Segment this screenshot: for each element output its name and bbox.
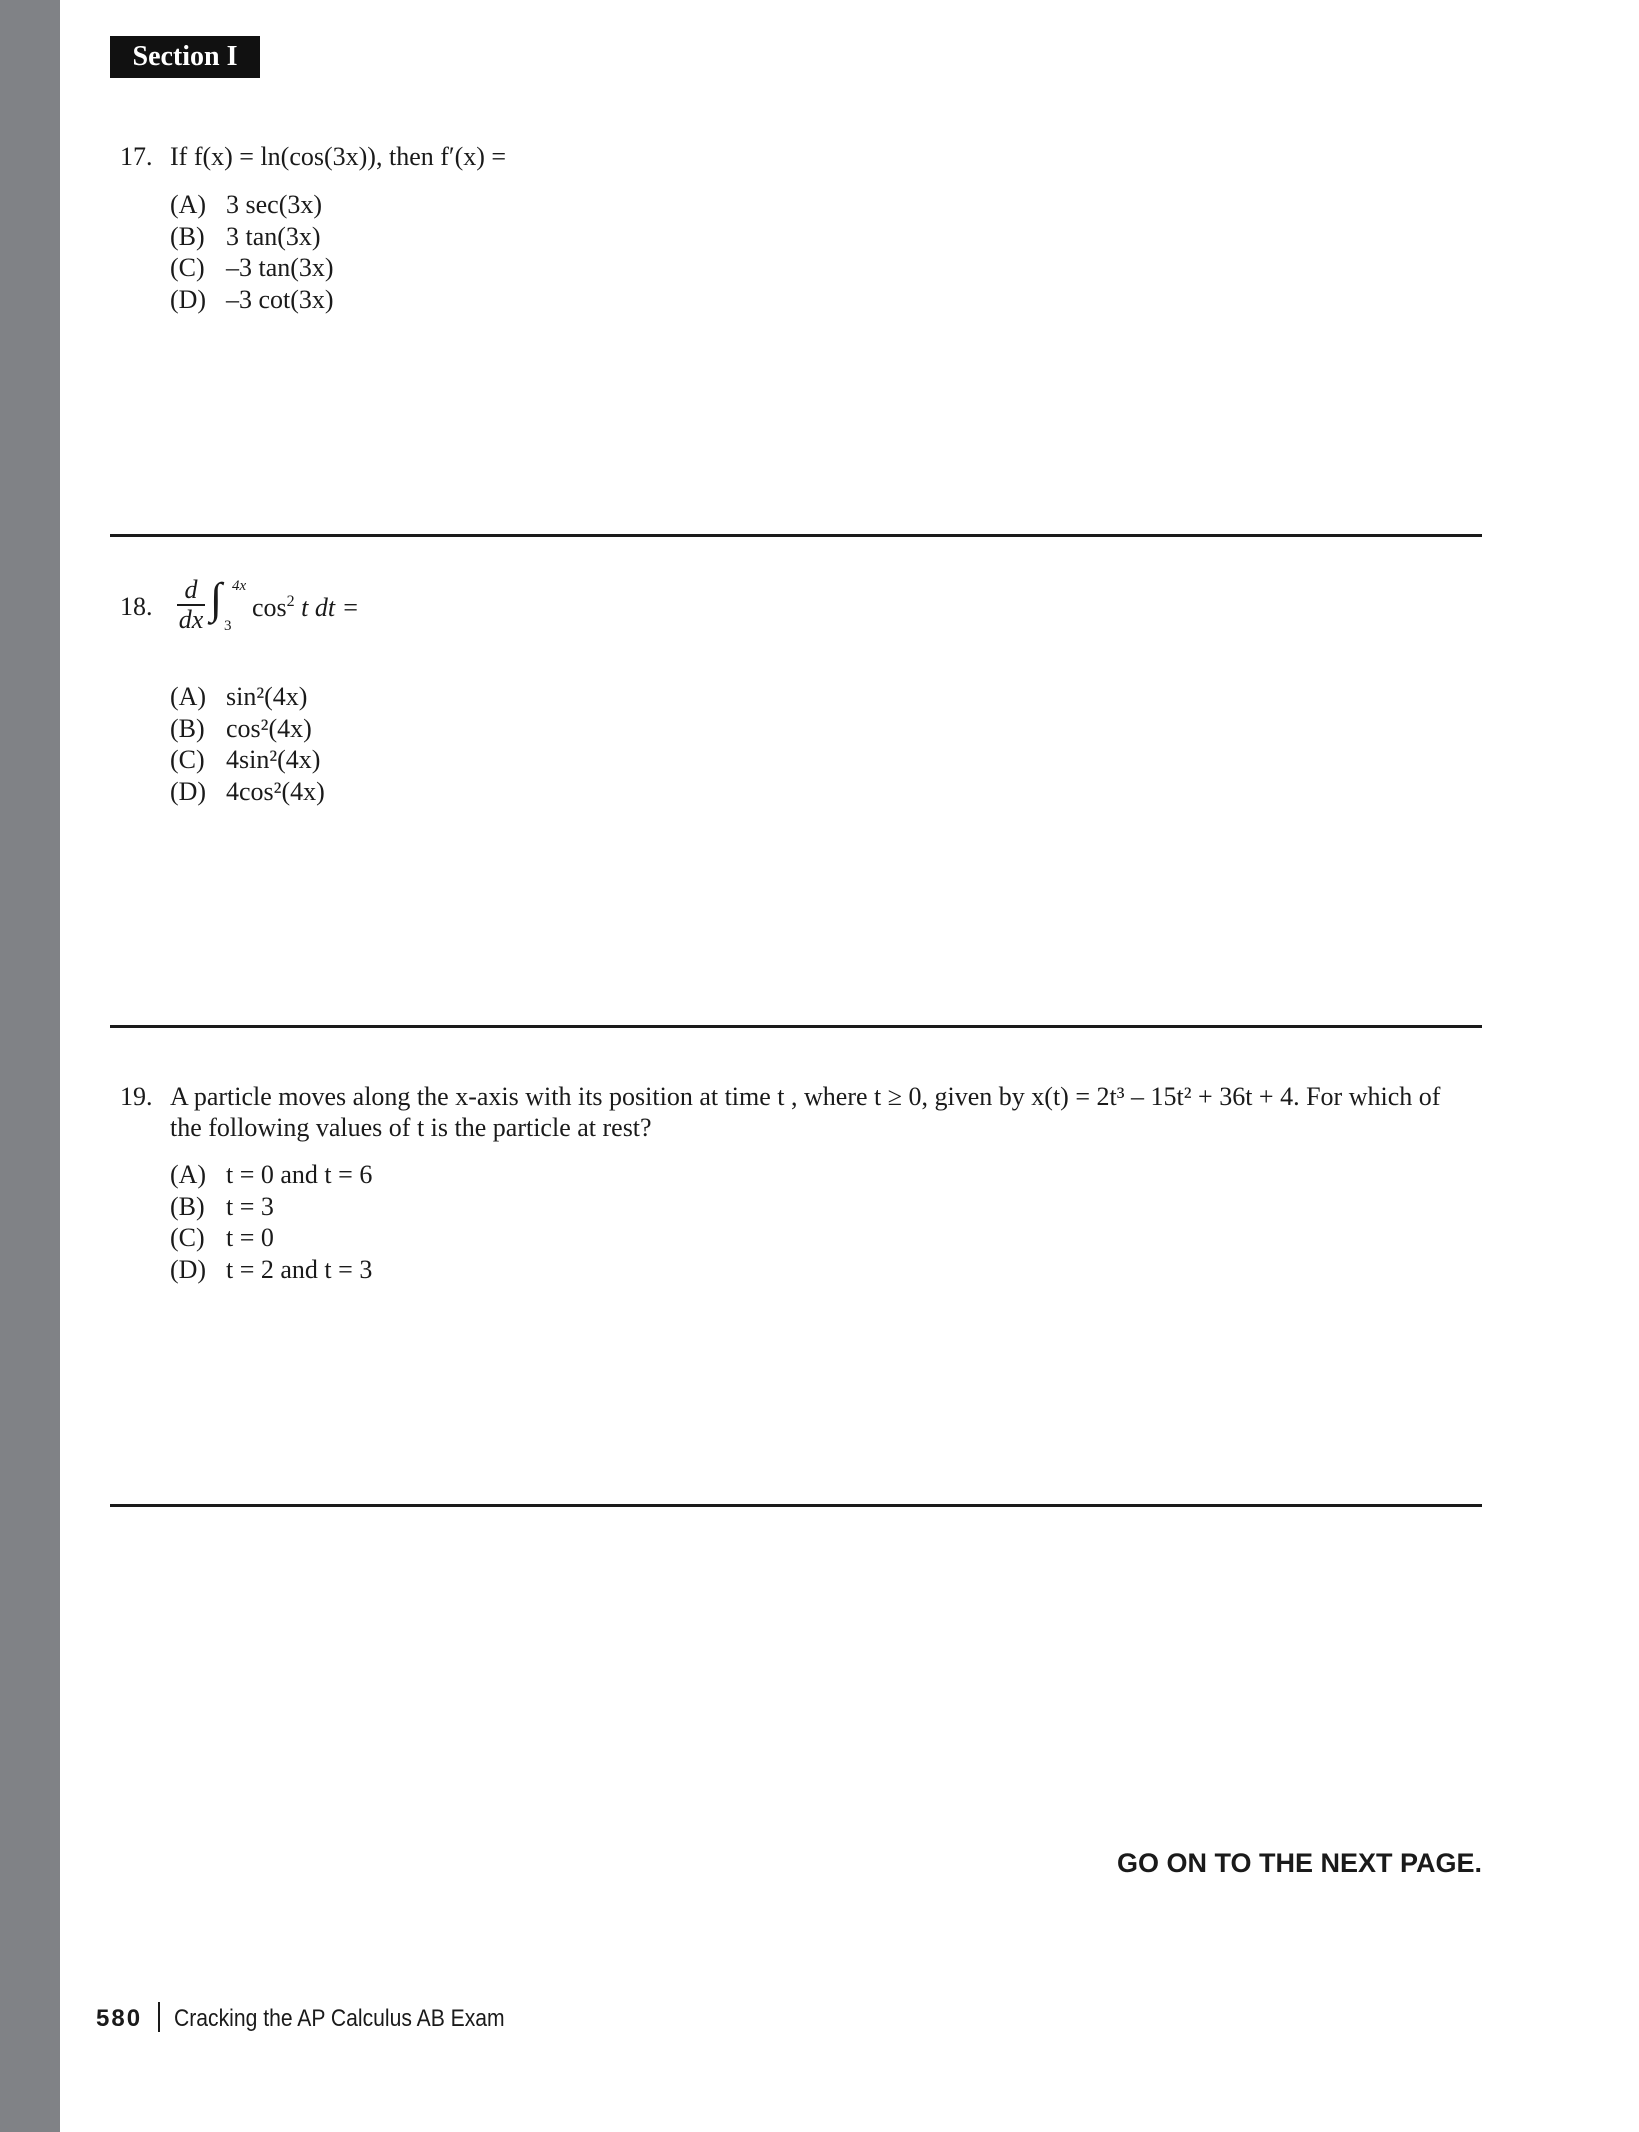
lower-limit: 3 bbox=[224, 618, 232, 634]
choice-c[interactable]: (C) t = 0 bbox=[170, 1223, 274, 1252]
page-footer bbox=[96, 2002, 550, 2033]
choice-b[interactable]: (B) cos²(4x) bbox=[170, 713, 312, 743]
choice-c[interactable]: (C) –3 tan(3x) bbox=[170, 253, 334, 282]
choices-18 bbox=[170, 681, 325, 807]
choice-a[interactable]: (A) 3 sec(3x) bbox=[170, 190, 323, 219]
go-on-next-page-notice: GO ON TO THE NEXT PAGE. bbox=[1116, 1848, 1482, 1878]
choice-d[interactable]: (D) –3 cot(3x) bbox=[170, 284, 334, 314]
question-number-18: 18. bbox=[120, 592, 153, 621]
question-number: 19. bbox=[120, 1082, 153, 1111]
divider-rule bbox=[110, 1504, 1482, 1507]
question-19 bbox=[120, 1081, 1480, 1143]
upper-limit: 4x bbox=[232, 578, 247, 594]
choices-19 bbox=[170, 1159, 372, 1285]
integrand: $\cos^2 t$ dt = bbox=[252, 593, 360, 622]
choice-d[interactable]: (D) 4cos²(4x) bbox=[170, 776, 325, 806]
question-stem-line-1: A particle moves along the x-axis with its position at time t , where t ≥ 0, given by x(t) = 2t³ – 15t² + 36t + 4. For which of bbox=[170, 1082, 1441, 1111]
choice-d[interactable]: (D) t = 2 and t = 3 bbox=[170, 1254, 373, 1284]
footer-separator bbox=[158, 2002, 160, 2032]
question-number: 17. bbox=[120, 142, 153, 171]
choice-b[interactable]: (B) 3 tan(3x) bbox=[170, 221, 321, 251]
divider-rule bbox=[110, 1025, 1482, 1028]
divider-rule bbox=[110, 534, 1482, 537]
page-number: 580 bbox=[96, 2005, 143, 2032]
fraction-numerator: d bbox=[184, 575, 198, 604]
section-label: Section I bbox=[110, 36, 260, 78]
question-stem: If f(x) = ln(cos(3x)), then f′(x) = bbox=[170, 142, 507, 171]
question-17 bbox=[120, 141, 506, 172]
choice-a[interactable]: (A) sin²(4x) bbox=[170, 682, 308, 711]
question-stem-line-2: the following values of t is the particle at rest? bbox=[170, 1113, 652, 1142]
fraction-denominator: dx bbox=[178, 605, 204, 634]
derivative-operator bbox=[176, 576, 206, 634]
integral-sign: ∫ bbox=[210, 574, 223, 623]
side-margin-bar bbox=[0, 0, 60, 2132]
choice-a[interactable]: (A) t = 0 and t = 6 bbox=[170, 1160, 373, 1189]
book-title: Cracking the AP Calculus AB Exam bbox=[174, 2005, 505, 2032]
choice-c[interactable]: (C) 4sin²(4x) bbox=[170, 745, 321, 774]
choice-b[interactable]: (B) t = 3 bbox=[170, 1191, 274, 1221]
choices-17 bbox=[170, 189, 334, 315]
